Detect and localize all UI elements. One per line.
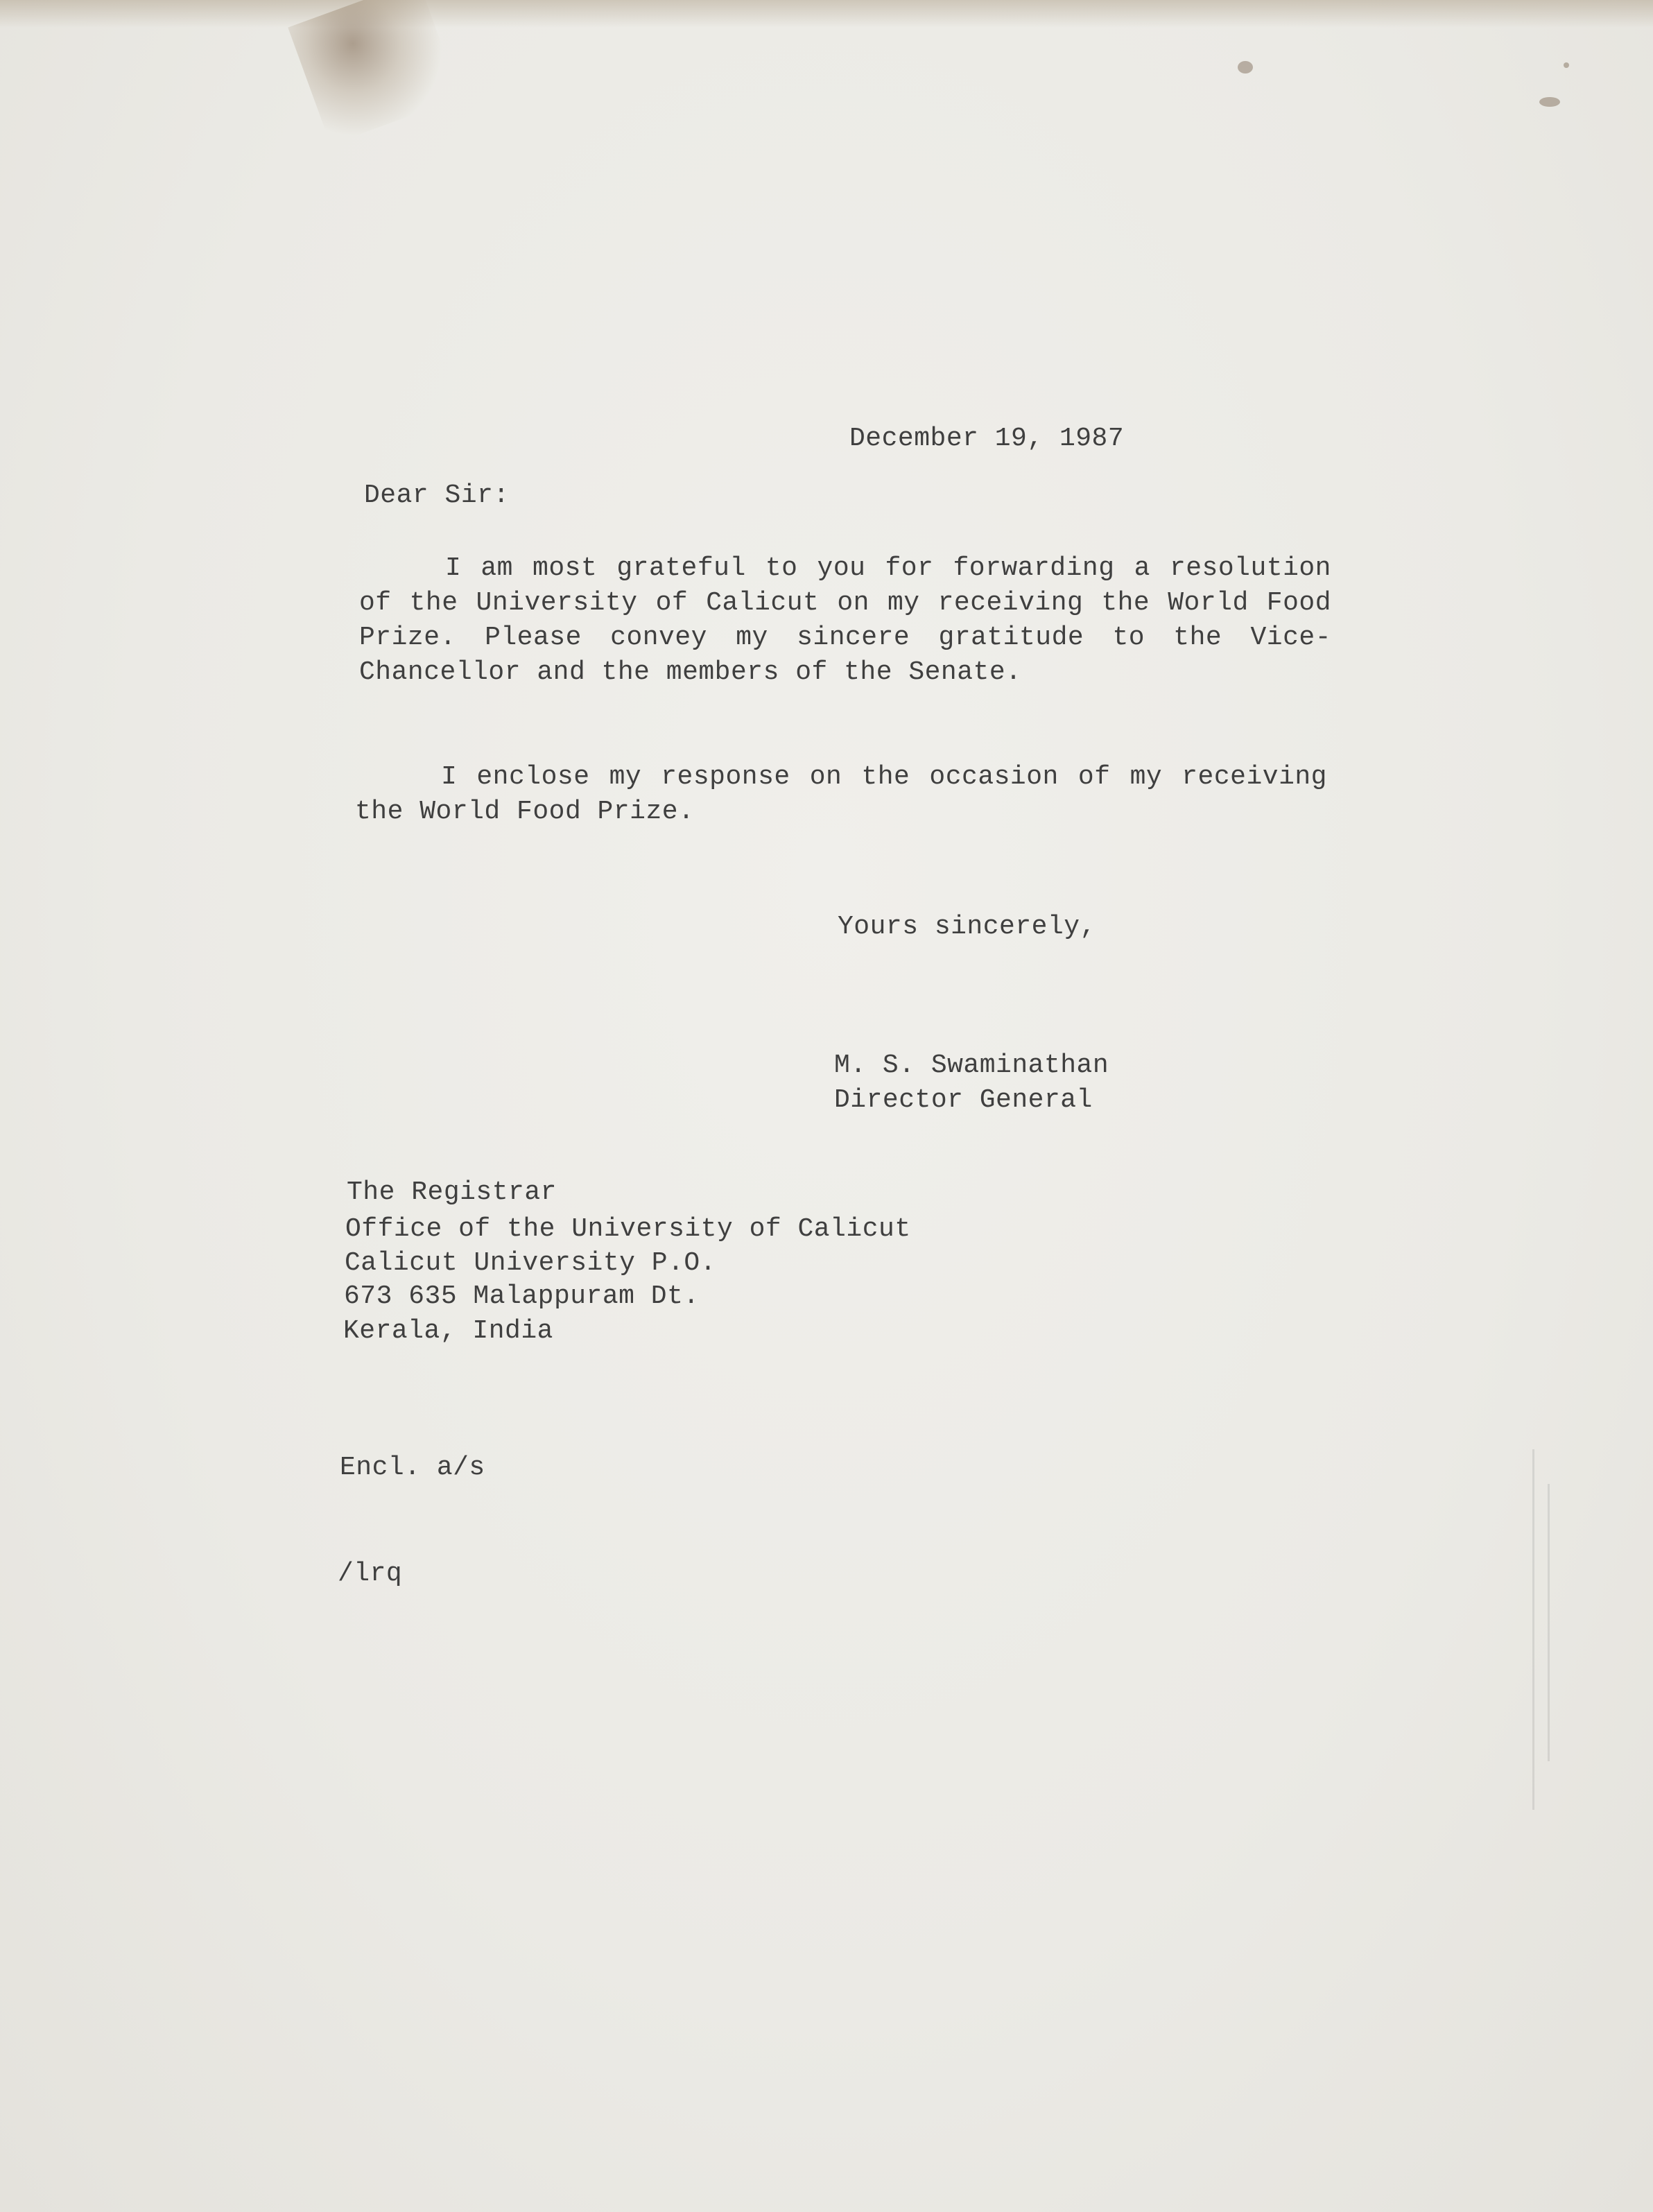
paper-stain-top xyxy=(0,0,1653,28)
paper-spot xyxy=(1238,61,1253,74)
reference-initials: /lrq xyxy=(338,1559,403,1589)
enclosure-note: Encl. a/s xyxy=(340,1453,485,1483)
signer-title: Director General xyxy=(834,1085,1093,1115)
recipient-line: Calicut University P.O. xyxy=(345,1248,716,1278)
paper-spot xyxy=(1564,62,1569,68)
recipient-line: Office of the University of Calicut xyxy=(345,1214,911,1244)
signer-name: M. S. Swaminathan xyxy=(834,1051,1109,1080)
salutation: Dear Sir: xyxy=(364,481,510,510)
recipient-line: Kerala, India xyxy=(343,1316,553,1346)
pencil-mark xyxy=(1548,1484,1550,1761)
recipient-line: 673 635 Malappuram Dt. xyxy=(344,1281,700,1311)
closing: Yours sincerely, xyxy=(838,912,1096,942)
body-paragraph-1: I am most grateful to you for forwarding a resolution of the University of Calicut on my receiving the World Food Prize. Please convey my sincere gratitude to the Vice-Chancellor and the members of the Senate. xyxy=(359,553,1331,687)
pencil-mark xyxy=(1532,1449,1534,1810)
body-paragraph-2: I enclose my response on the occasion of my receiving the World Food Prize. xyxy=(355,762,1327,827)
paper-spot xyxy=(1539,97,1560,107)
recipient-line: The Registrar xyxy=(347,1177,557,1207)
letter-date: December 19, 1987 xyxy=(849,424,1125,453)
